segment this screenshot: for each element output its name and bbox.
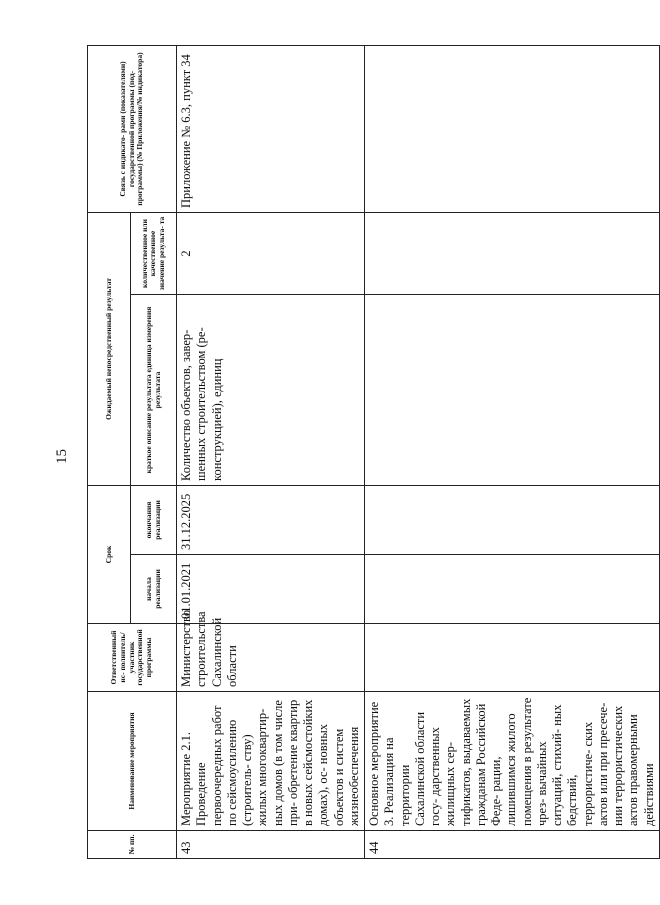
header-num: № пп.: [88, 831, 177, 859]
row-quantity: 2: [177, 212, 365, 294]
rotated-document-page: [51, 46, 656, 859]
program-measures-table: [87, 45, 660, 859]
row-indicator-link: [365, 45, 660, 212]
row-responsible: [365, 624, 660, 692]
table-row: [177, 45, 365, 858]
table-row: [365, 45, 660, 858]
header-description: краткое описание результата единица измерения результата: [131, 294, 177, 485]
row-end: [365, 485, 660, 554]
row-responsible: Министерство строительства Сахалинской области: [177, 624, 365, 692]
header-row: [88, 45, 131, 858]
row-description: Количество объектов, завер- шенных строительством (ре- конструкцией), единиц: [177, 294, 365, 485]
header-term: Срок: [88, 485, 131, 623]
header-indicator-link: Связь с индикато- рами (показателями) государственной программы (под- программы) (№ Приложения/№ индикатора): [88, 45, 177, 212]
row-start: [365, 555, 660, 624]
header-end: окончания реализации: [131, 485, 177, 554]
row-num: 44: [365, 831, 660, 859]
page-number: 15: [54, 449, 70, 464]
row-start: 01.01.2021: [177, 555, 365, 624]
row-name: Мероприятие 2.1. Проведение первоочередных работ по сейсмоусилению (строитель- ству) жилых многоквартир- ных домов (в том числе при- обретение квартир в новых сейсмостойких домах), ос- новных объектов и систем жизнеобеспечения: [177, 692, 365, 831]
row-num: 43: [177, 831, 365, 859]
header-start: начала реализации: [131, 555, 177, 624]
header-responsible: Ответственный ис- полнитель/участник государственной программы: [88, 624, 177, 692]
row-end: 31.12.2025: [177, 485, 365, 554]
header-name: Наименование мероприятия: [88, 692, 177, 831]
row-indicator-link: Приложение № 6.3, пункт 34: [177, 45, 365, 212]
header-quantity: количественное или качественное значение результа- та: [131, 212, 177, 294]
row-description: [365, 294, 660, 485]
row-quantity: [365, 212, 660, 294]
row-name: Основное мероприятие 3. Реализация на территории Сахалинской области госу- дарственных жилищных сер- тификатов, выдаваемых гражданам Российской Феде- рации, лишившимся жилого помещения в результате чрез- вычайных ситуаций, стихий- ных бедствий, террористиче- ских актов или при пресече- нии террористических актов правомерными действиями: [365, 692, 660, 831]
header-result: Ожидаемый непосредственный результат: [88, 212, 131, 485]
